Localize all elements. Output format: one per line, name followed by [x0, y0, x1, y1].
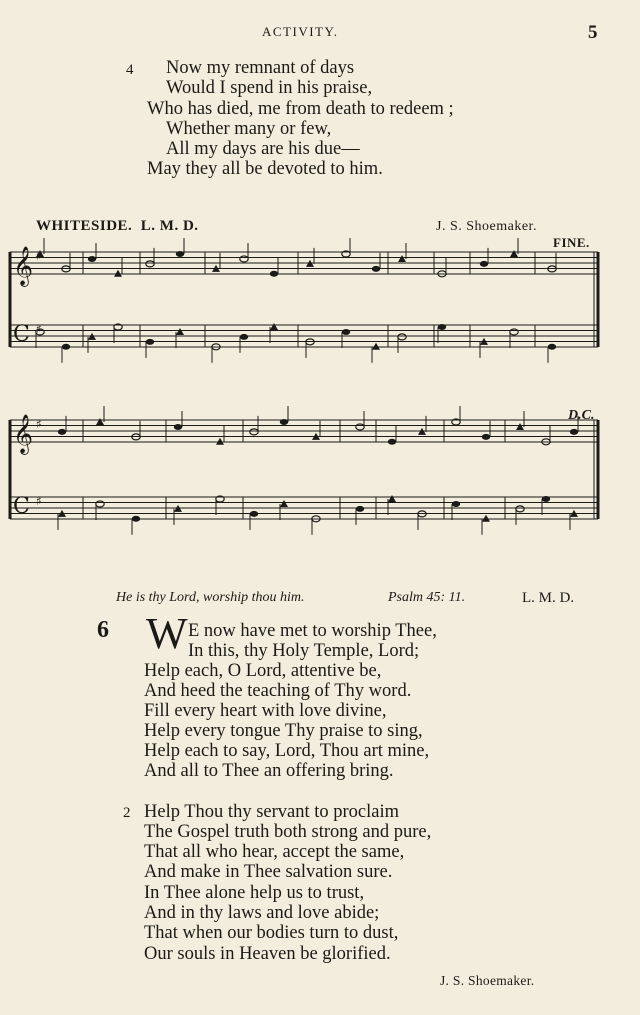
note-head [216, 438, 224, 445]
note-head [342, 329, 350, 335]
clef-bass: C [13, 494, 30, 519]
note-head [280, 419, 288, 425]
verse-line: Help each, O Lord, attentive be, [144, 661, 382, 681]
page-number: 5 [588, 22, 598, 43]
verse-line: All my days are his due— [166, 139, 360, 159]
scripture-reference: Psalm 45: 11. [388, 590, 466, 605]
clef-bass: C [13, 322, 30, 347]
note-head [96, 501, 104, 507]
scripture-motto: He is thy Lord, worship thou him. [116, 590, 305, 605]
note-head [356, 424, 364, 430]
note-head [516, 423, 524, 430]
note-head [176, 251, 184, 257]
verse-line: Help every tongue Thy praise to sing, [144, 721, 423, 741]
note-head [58, 429, 66, 435]
verse-line: The Gospel truth both strong and pure, [144, 822, 432, 842]
note-head [452, 501, 460, 507]
verse-line: Our souls in Heaven be glorified. [144, 944, 391, 964]
verse-number: 4 [126, 62, 134, 78]
verse-line: And heed the teaching of Thy word. [144, 681, 412, 701]
running-title: ACTIVITY. [262, 24, 339, 39]
note-head [398, 334, 406, 340]
note-head [398, 255, 406, 262]
note-head [510, 329, 518, 335]
verse-line: And make in Thee salvation sure. [144, 862, 393, 882]
note-head [114, 270, 122, 277]
note-head [88, 256, 96, 262]
verse-line: Would I spend in his praise, [166, 78, 373, 98]
note-head [240, 334, 248, 340]
hymn-number: 6 [97, 617, 109, 643]
note-head [176, 328, 184, 335]
hymn-meter: L. M. D. [522, 590, 575, 606]
note-head [372, 266, 380, 272]
note-head [542, 496, 550, 502]
key-signature: ♯ [36, 494, 42, 508]
note-head [146, 339, 154, 345]
hymn-author: J. S. Shoemaker. [440, 973, 535, 988]
note-head [372, 343, 380, 350]
verse-line: Now my remnant of days [166, 58, 355, 78]
verse-line: And in thy laws and love abide; [144, 903, 380, 923]
note-head [250, 511, 258, 517]
note-head [482, 515, 490, 522]
clef-treble: 𝄞 [13, 414, 34, 454]
fine-mark: FINE. [553, 235, 590, 250]
verse-line: In this, thy Holy Temple, Lord; [188, 641, 420, 661]
verse-line: Whether many or few, [166, 119, 332, 139]
note-head [174, 424, 182, 430]
note-head [270, 271, 278, 277]
note-head [356, 506, 364, 512]
note-head [132, 516, 140, 522]
stanza-number: 2 [123, 805, 131, 821]
note-head [146, 261, 154, 267]
note-head [62, 344, 70, 350]
verse-line: E now have met to worship Thee, [188, 621, 437, 641]
note-head [96, 418, 104, 425]
verse-line: Fill every heart with love divine, [144, 701, 387, 721]
note-head [270, 323, 278, 330]
note-head [280, 500, 288, 507]
verse-line: May they all be devoted to him. [147, 159, 383, 179]
note-head [548, 344, 556, 350]
verse-line: That all who hear, accept the same, [144, 842, 405, 862]
note-head [570, 429, 578, 435]
dc-mark: D.C. [568, 408, 595, 423]
note-head [240, 256, 248, 262]
note-head [516, 506, 524, 512]
verse-line: Who has died, me from death to redeem ; [147, 99, 454, 119]
note-head [438, 324, 446, 330]
note-head [510, 250, 518, 257]
note-head [388, 439, 396, 445]
verse-line: And all to Thee an offering bring. [144, 761, 394, 781]
note-head [480, 261, 488, 267]
note-head [388, 495, 396, 502]
verse-line: Help Thou thy servant to proclaim [144, 802, 400, 822]
verse-line: In Thee alone help us to trust, [144, 883, 365, 903]
verse-line: That when our bodies turn to dust, [144, 923, 399, 943]
note-head [250, 429, 258, 435]
key-signature: ♯ [36, 322, 42, 336]
tune-name: WHITESIDE. L. M. D. [36, 218, 199, 234]
clef-treble: 𝄞 [13, 246, 34, 286]
key-signature: ♯ [36, 417, 42, 431]
note-head [482, 434, 490, 440]
tune-composer: J. S. Shoemaker. [436, 219, 537, 234]
drop-cap: W [146, 609, 188, 658]
verse-line: Help each to say, Lord, Thou art mine, [144, 741, 430, 761]
